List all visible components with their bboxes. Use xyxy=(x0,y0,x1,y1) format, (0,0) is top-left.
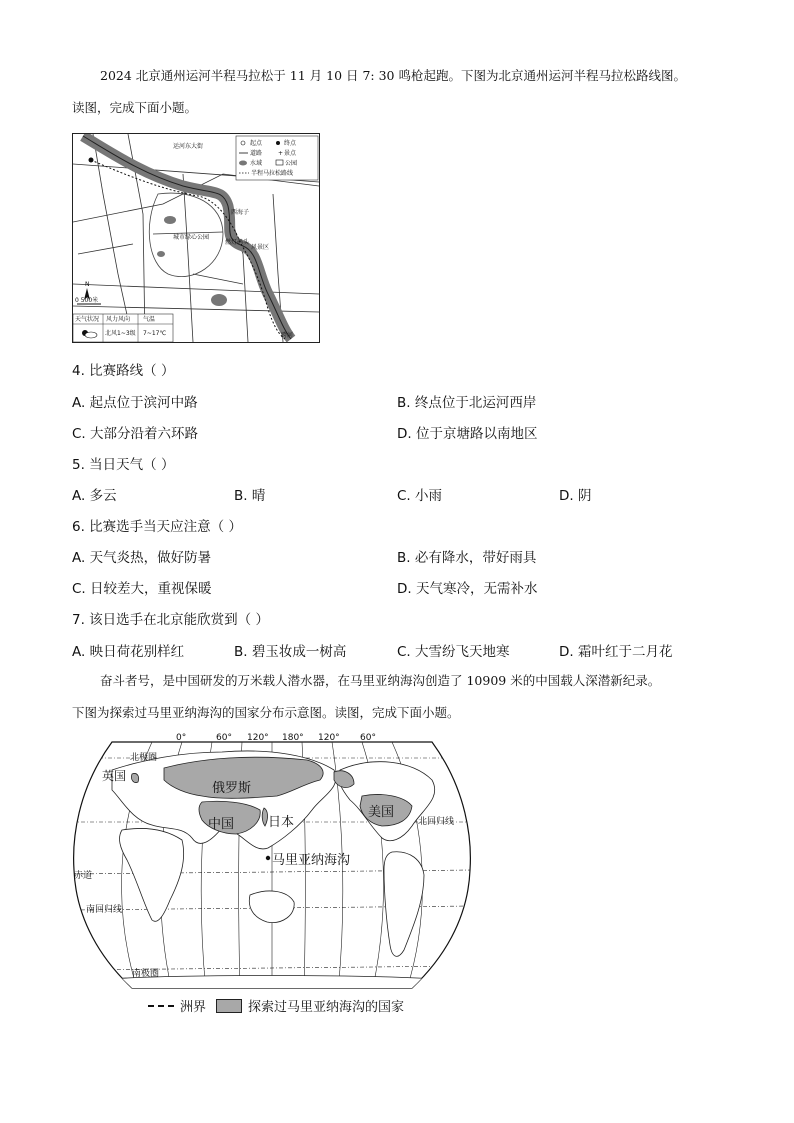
legend-route: 半程马拉松路线 xyxy=(251,170,294,177)
q5-option-d[interactable]: D. 阴 xyxy=(559,488,592,504)
q5-option-a[interactable]: A. 多云 xyxy=(72,488,117,504)
legend-scenic: 景点 xyxy=(284,150,297,157)
label-russia: 俄罗斯 xyxy=(212,781,252,796)
q6-option-c[interactable]: C. 日较差大，重视保暖 xyxy=(72,581,212,597)
lon-label-60w: 60° xyxy=(360,733,376,743)
question-7-stem: 7. 该日选手在北京能欣赏到（ ） xyxy=(72,612,269,628)
legend-park: 公园 xyxy=(285,160,298,167)
north-label: N xyxy=(85,281,90,288)
world-map-svg xyxy=(72,730,472,992)
lon-label-180: 180° xyxy=(282,733,304,743)
q7-option-a[interactable]: A. 映日荷花别样红 xyxy=(72,644,185,660)
end-point-marker xyxy=(89,158,94,163)
q4-option-d[interactable]: D. 位于京塘路以南地区 xyxy=(397,426,538,442)
lon-label-120w: 120° xyxy=(318,733,340,743)
label-japan: 日本 xyxy=(268,815,295,830)
lon-label-60e: 60° xyxy=(216,733,232,743)
intro-paragraph-2-line-2: 下图为探索过马里亚纳海沟的国家分布示意图。读图，完成下面小题。 xyxy=(72,705,460,720)
question-6-stem: 6. 比赛选手当天应注意（ ） xyxy=(72,519,242,535)
label-uk: 英国 xyxy=(102,769,127,783)
q4-option-c[interactable]: C. 大部分沿着六环路 xyxy=(72,426,199,442)
label-antarctic-circle: 南极圈 xyxy=(132,969,160,979)
q6-option-b[interactable]: B. 必有降水，带好雨具 xyxy=(397,550,537,566)
question-5-stem: 5. 当日天气（ ） xyxy=(72,457,175,473)
marathon-route-map xyxy=(72,133,320,343)
q7-option-d[interactable]: D. 霜叶红于二月花 xyxy=(559,644,673,660)
legend-explored-label: 探索过马里亚纳海沟的国家 xyxy=(248,1000,405,1015)
boundary-line-icon xyxy=(148,1005,174,1007)
scale-bar-label: 0 500米 xyxy=(75,297,99,304)
weather-temp-value: 7~17℃ xyxy=(143,330,167,337)
highlight-uk xyxy=(131,773,138,782)
q6-option-a[interactable]: A. 天气炎热，做好防暑 xyxy=(72,550,212,566)
world-map-legend xyxy=(148,996,404,1015)
intro-paragraph-1-line-1: 2024 北京通州运河半程马拉松于 11 月 10 日 7: 30 鸣枪起跑。下图为北京通州运河半程马拉松路线图。 xyxy=(100,68,686,83)
label-yunhe-dongdajie: 运河东大街 xyxy=(173,143,204,150)
label-tropic-cancer: 北回归线 xyxy=(418,817,455,827)
label-tropic-capricorn: 南回归线 xyxy=(86,905,123,915)
q6-option-d[interactable]: D. 天气寒冷，无需补水 xyxy=(397,581,538,597)
label-china: 中国 xyxy=(208,817,235,832)
label-equator: 赤道 xyxy=(74,871,93,881)
label-dock: 燃灯码头 xyxy=(225,239,250,246)
q4-option-b[interactable]: B. 终点位于北运河西岸 xyxy=(397,395,537,411)
weather-wind-value: 北风1~3级 xyxy=(105,330,136,337)
legend-road: 道路 xyxy=(250,150,263,157)
world-map xyxy=(72,730,472,992)
q5-option-b[interactable]: B. 晴 xyxy=(234,488,266,504)
label-xihaizi: 西海子 xyxy=(231,209,250,216)
question-4-stem: 4. 比赛路线（ ） xyxy=(72,363,175,379)
legend-start: 起点 xyxy=(250,140,263,147)
weather-header-wind: 风力风向 xyxy=(106,316,131,323)
q4-option-a[interactable]: A. 起点位于滨河中路 xyxy=(72,395,198,411)
label-arctic-circle: 北极圈 xyxy=(130,753,158,763)
weather-header-condition: 天气状况 xyxy=(75,316,100,323)
explored-swatch-icon xyxy=(216,999,242,1013)
legend-scenic-icon: + xyxy=(278,150,284,157)
intro-paragraph-1-line-2: 读图，完成下面小题。 xyxy=(72,100,198,115)
label-city-green-park: 城市绿心公园 xyxy=(173,234,210,241)
q5-option-c[interactable]: C. 小雨 xyxy=(397,488,443,504)
legend-water: 水域 xyxy=(250,160,263,167)
label-scenic-area: 风景区 xyxy=(251,244,270,251)
q7-option-b[interactable]: B. 碧玉妆成一树高 xyxy=(234,644,347,660)
weather-header-temp: 气温 xyxy=(143,316,156,323)
legend-end: 终点 xyxy=(284,140,297,147)
intro-paragraph-2-line-1: 奋斗者号，是中国研发的万米载人潜水器，在马里亚纳海沟创造了 10909 米的中国载人深潜新纪录。 xyxy=(100,673,661,688)
lon-label-120e: 120° xyxy=(247,733,269,743)
route-map-svg xyxy=(73,134,319,342)
legend-boundary-label: 洲界 xyxy=(180,1000,207,1015)
label-usa: 美国 xyxy=(368,805,395,820)
lon-label-0: 0° xyxy=(176,733,187,743)
mariana-trench-marker xyxy=(266,856,270,860)
label-mariana-trench: 马里亚纳海沟 xyxy=(272,853,351,868)
label-kuahe: 跨河 xyxy=(281,332,294,339)
q7-option-c[interactable]: C. 大雪纷飞天地寒 xyxy=(397,644,510,660)
